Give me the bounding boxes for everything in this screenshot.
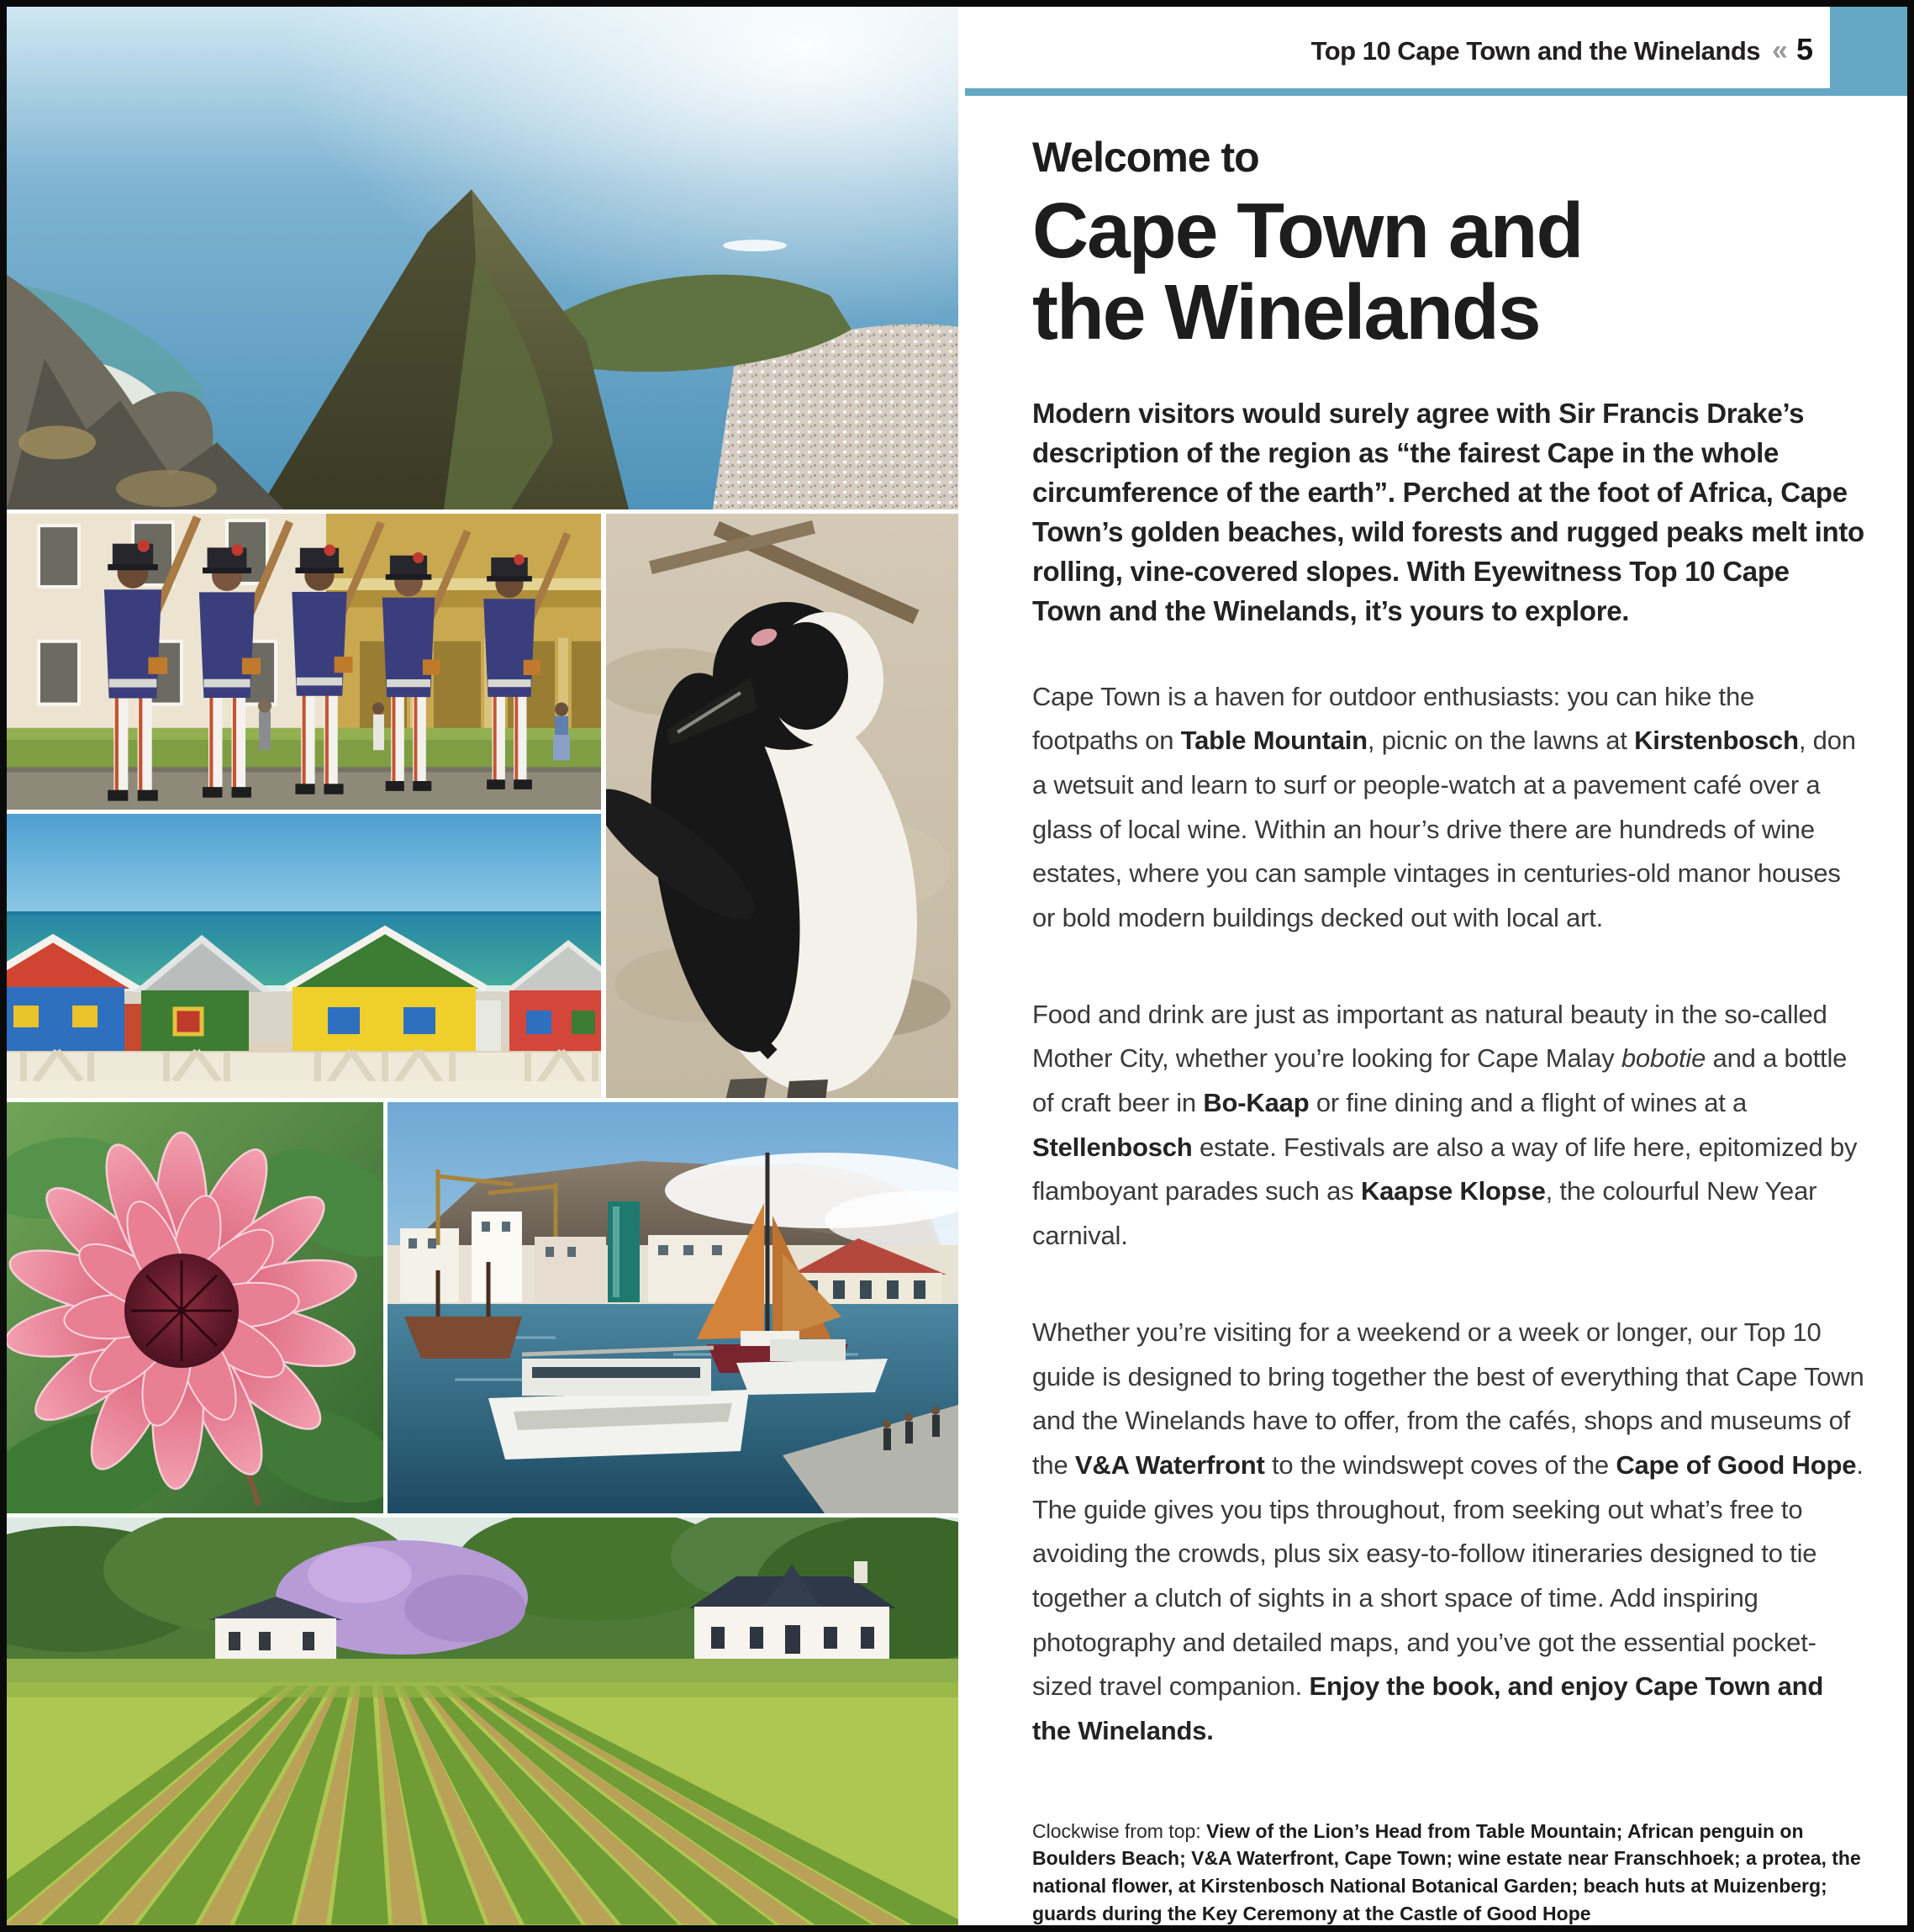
photo-wine-estate — [7, 1518, 958, 1925]
photo-collage — [7, 7, 958, 1925]
photo-african-penguin — [606, 514, 958, 1098]
p2-bold-kirstenbosch: Kirstenbosch — [1634, 726, 1799, 756]
main-content — [1032, 96, 1866, 1925]
paragraph-outdoors — [1032, 675, 1866, 941]
p4-bold-enjoy: Enjoy the book, and enjoy Cape Town and the Winelands. — [1032, 1671, 1824, 1746]
p4-text: Whether you’re visiting for a weekend or a week or longer, our Top 10 guide is designed to bring together the best of everything that Cape Town and the Winelands have to offer, from the cafés, shops and museums of the — [1032, 1317, 1864, 1480]
photo-va-waterfront — [388, 1102, 958, 1513]
p4-text: . The guide gives you tips throughout, from seeking out what’s free to avoiding the crowds, plus six easy-to-follow itineraries designed to tie together a clutch of sights in a short space of time. Add inspiring photography and detailed maps, and you’ve got the essential pocket-sized travel companion. — [1032, 1449, 1864, 1702]
p2-text: Cape Town is a haven for outdoor enthusiasts: you can hike the footpaths on — [1032, 681, 1755, 756]
p4-bold-cape-good-hope: Cape of Good Hope — [1616, 1449, 1857, 1480]
header-rule — [965, 88, 1907, 96]
p4-bold-va-waterfront: V&A Waterfront — [1074, 1449, 1265, 1480]
paragraph-food-drink — [1032, 993, 1866, 1259]
p4-text: to the windswept coves of the — [1264, 1449, 1616, 1480]
p3-text: Food and drink are just as important as natural beauty in the so-called Mother City, whether you’re looking for Cape Malay — [1032, 999, 1827, 1074]
running-header — [1311, 32, 1813, 67]
photo-key-ceremony-guards — [7, 514, 601, 810]
caption-body: View of the Lion’s Head from Table Mountain; African penguin on Boulders Beach; V&A Waterfront, Cape Town; wine estate near Franschhoek; a protea, the national flower, at Kirstenbosch National Botanical Garden; beach huts at Muizenberg; guards during the Key Ceremony at the Castle of Good Hope — [1032, 1819, 1861, 1924]
text-column — [958, 7, 1907, 1925]
p2-bold-table-mountain: Table Mountain — [1180, 726, 1368, 756]
caption-lead: Clockwise from top: — [1032, 1819, 1207, 1842]
photo-protea-flower — [7, 1102, 383, 1513]
p2-text: , picnic on the lawns at — [1367, 726, 1635, 756]
running-header-title: Top 10 Cape Town and the Winelands — [1310, 36, 1761, 66]
photo-caption — [1032, 1818, 1866, 1925]
welcome-kicker: Welcome to — [1032, 134, 1259, 181]
photo-beach-huts — [7, 814, 601, 1098]
p3-text: , the colourful New Year carnival. — [1032, 1176, 1817, 1251]
p3-italic-bobotie: bobotie — [1621, 1043, 1706, 1074]
p3-bold-kaapse-klopse: Kaapse Klopse — [1360, 1176, 1546, 1206]
book-page — [7, 7, 1907, 1925]
header-corner-block — [1830, 7, 1907, 88]
photo-lions-head-aerial — [7, 7, 958, 509]
p3-bold-stellenbosch: Stellenbosch — [1032, 1132, 1193, 1162]
p3-text: and a bottle of craft beer in — [1032, 1043, 1848, 1118]
paragraph-guide — [1032, 1311, 1866, 1754]
page-title-line1: Cape Town and — [1032, 187, 1583, 274]
page-number: 5 — [1795, 32, 1813, 66]
p3-text: or fine dining and a flight of wines at a — [1309, 1088, 1748, 1118]
p2-text: , don a wetsuit and learn to surf or people-watch at a pavement café over a glass of local wine. Within an hour’s drive there are hundreds of wine estates, where you can sample vintages in centuries-old manor houses or bold modern buildings decked out with local art. — [1032, 726, 1856, 933]
p3-text: estate. Festivals are also a way of life here, epitomized by flamboyant parades such as — [1032, 1132, 1858, 1206]
p3-bold-bo-kaap: Bo-Kaap — [1203, 1088, 1310, 1118]
intro-paragraph: Modern visitors would surely agree with Sir Francis Drake’s description of the region as “the fairest Cape in the whole circumference of the earth”. Perched at the foot of Africa, Cape Town’s golden beaches, wild forests and rugged peaks melt into rolling, vine-covered slopes. With Eyewitness Top 10 Cape Town and the Winelands, it’s yours to explore. — [1032, 398, 1864, 626]
chevrons-icon: « — [1772, 34, 1788, 66]
page-title — [1032, 187, 1866, 356]
page-title-line2: the Winelands — [1032, 267, 1540, 356]
